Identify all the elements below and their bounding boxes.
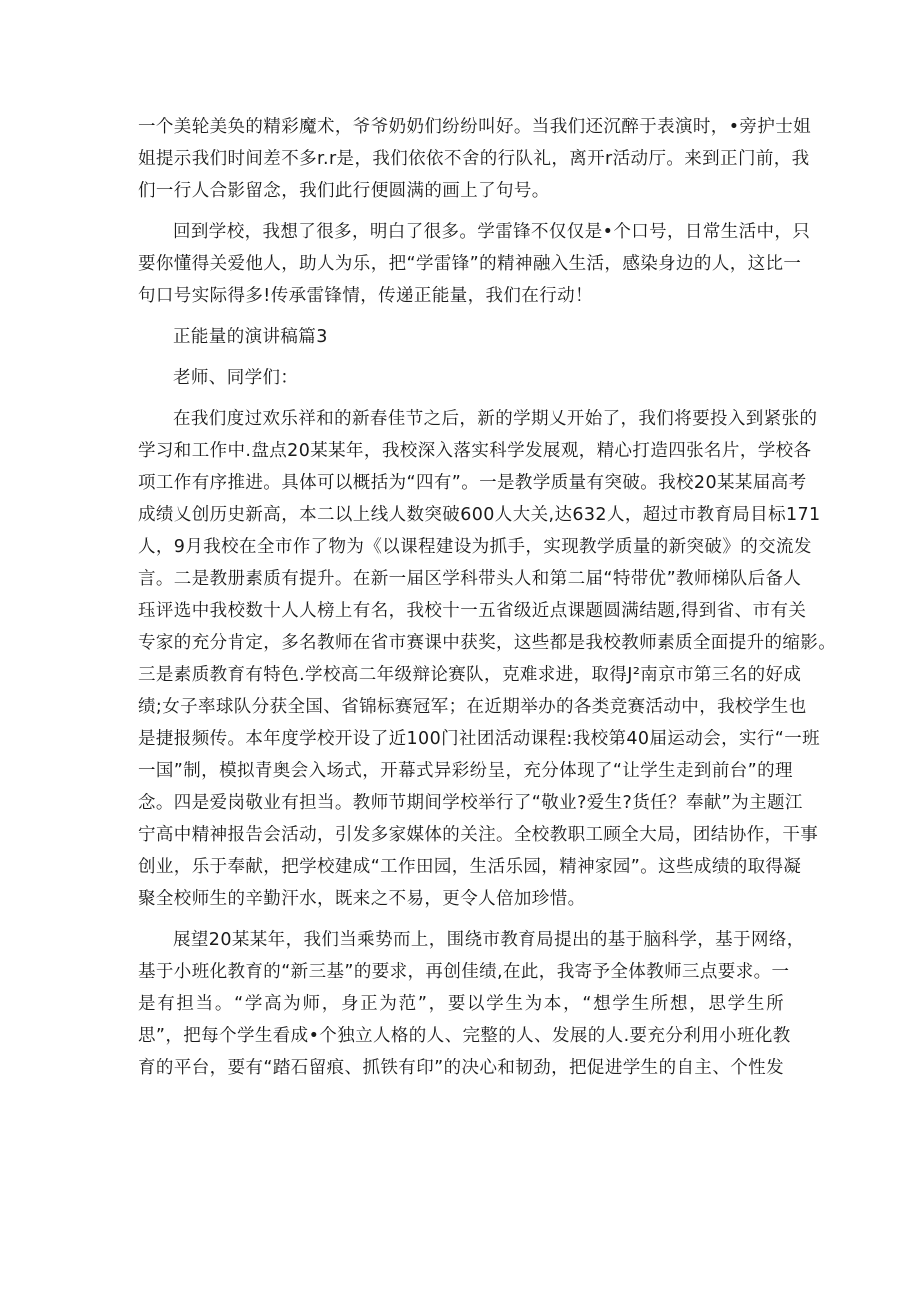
speech-greeting: 老师、同学们： [173,368,299,388]
text-line: 是捷报频传。本年度学校开设了近100门社团活动课程:我校第40届运动会，实行“一班 [138,729,821,749]
text-line: 展望20某某年，我们当乘势而上，围绕市教育局提出的基于脑科学，基于网络， [173,930,805,950]
text-line: 一个美轮美奂的精彩魔术，爷爷奶奶们纷纷叫好。当我们还沉醉于表演时，•旁护士姐 [138,117,812,137]
text-line: 言。二是教册素质有提升。在新一届区学科带头人和第二届“特带优”教师梯队后备人 [138,569,802,589]
document-body [138,111,837,1084]
paragraph-back-to-school [138,216,811,312]
text-line: 珏评选中我校数十人人榜上有名，我校十一五省级近点课题圆满结题,得到省、市有关 [138,601,807,621]
text-line: 创业，乐于奉献，把学校建成“工作田园，生活乐园，精神家园”。这些成绩的取得凝 [138,857,802,877]
text-line: 项工作有序推进。具体可以概括为“四有”。一是教学质量有突破。我校20某某届高考 [138,473,807,493]
text-line: 姐提示我们时间差不多r.r是，我们依依不舍的行队礼，离开r活动厅。来到正门前，我 [138,149,810,169]
text-line: 一国”制，模拟青奥会入场式，开幕式异彩纷呈，充分体现了“让学生走到前台”的理 [138,761,793,781]
text-line: 思”，把每个学生看成•个独立人格的人、完整的人、发展的人.要充分利用小班化教 [138,1026,791,1046]
text-line: 人，9月我校在全市作了物为《以课程建设为抓手，实现教学质量的新突破》的交流发 [138,537,812,557]
paragraph-four-achievements [138,403,837,915]
text-line: 要你懂得关爱他人，助人为乐，把“学雷锋”的精神融入生活，感染身边的人，这比一 [138,254,802,274]
text-line: 在我们度过欢乐祥和的新春佳节之后，新的学期乂开始了，我们将要投入到紧张的 [173,409,818,429]
text-line: 绩;女子率球队分获全国、省锦标赛冠军；在近期举办的各类竞赛活动中，我校学生也 [138,697,807,717]
text-line: 三是素质教育有特色.学校高二年级辩论赛队，克难求进，取得J²南京市第三名的好成 [138,665,802,685]
text-line: 是有担当。“学高为师，身正为范”，要以学生为本，“想学生所想，思学生所 [138,994,784,1014]
text-line: 学习和工作中.盘点20某某年，我校深入落实科学发展观，精心打造四张名片，学校各 [138,441,812,461]
text-line: 回到学校，我想了很多，明白了很多。学雷锋不仅仅是•个口号，日常生活中，只 [173,222,811,242]
text-line: 基于小班化教育的“新三基”的要求，再创佳绩,在此，我寄予全体教师三点要求。一 [138,962,790,982]
text-line: 宁高中精神报告会活动，引发多家媒体的关注。全校教职工顾全大局，团结协作，干事 [138,825,819,845]
text-line: 念。四是爱岗敬业有担当。教师节期间学校举行了“敬业?爱生?货任？奉献”为主题江 [138,793,803,813]
text-line: 们一行人合影留念，我们此行便圆满的画上了句号。 [138,181,550,201]
section-heading: 正能量的演讲稿篇3 [173,327,328,347]
paragraph-outlook [138,924,805,1084]
text-line: 聚全校师生的辛勤汗水，既来之不易，更令人倍加珍惜。 [138,889,586,909]
paragraph-magic-show [138,111,812,207]
text-line: 专家的充分肯定，多名教师在省市赛课中获奖，这些都是我校教师素质全面提升的缩影。 [138,633,837,653]
text-line: 成绩乂创历史新高，本二以上线人数突破600人大关,达632人，超过市教育局目标171 [138,505,821,525]
text-line: 句口号实际得多!传承雷锋情，传递正能量，我们在行动！ [138,286,593,306]
text-line: 育的平台，要有“踏石留痕、抓铁有印”的决心和韧劲，把促进学生的自主、个性发 [138,1058,784,1078]
